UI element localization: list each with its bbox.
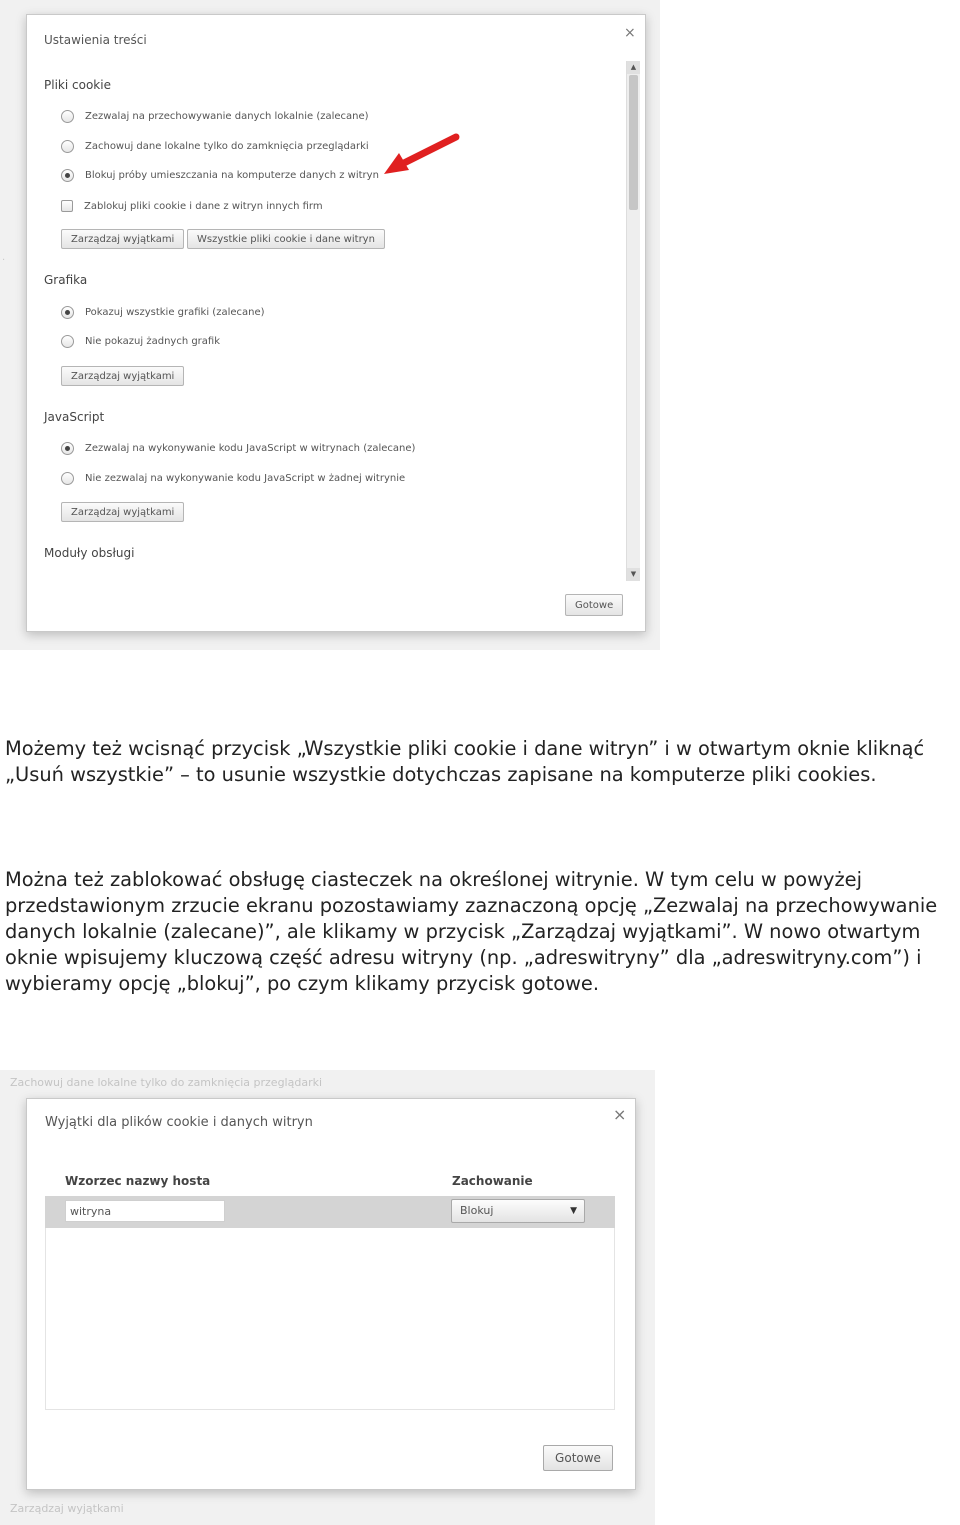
javascript-option-block[interactable] bbox=[61, 469, 405, 487]
host-pattern-input[interactable] bbox=[65, 1200, 225, 1222]
paragraph-line: oknie wpisujemy kluczową część adresu witryny (np. „adreswitryny” dla „adreswitryny.com”) i bbox=[5, 946, 922, 969]
paragraph-delete-cookies bbox=[5, 736, 960, 788]
third-party-cookie-checkbox[interactable] bbox=[61, 197, 323, 215]
cookies-heading: Pliki cookie bbox=[44, 78, 111, 92]
done-button[interactable]: Gotowe bbox=[565, 594, 623, 616]
checkbox-label: Zablokuj pliki cookie i dane z witryn innych firm bbox=[84, 200, 323, 212]
exception-row[interactable] bbox=[45, 1196, 615, 1228]
behavior-column-header: Zachowanie bbox=[452, 1174, 533, 1188]
all-cookies-button[interactable]: Wszystkie pliki cookie i dane witryn bbox=[187, 229, 385, 249]
dialog-title: Wyjątki dla plików cookie i danych witryn bbox=[45, 1115, 313, 1130]
cookies-manage-exceptions-button[interactable]: Zarządzaj wyjątkami bbox=[61, 229, 184, 249]
images-option-hide[interactable] bbox=[61, 332, 220, 350]
cookie-option-block[interactable] bbox=[61, 166, 379, 184]
plugins-heading: Moduły obsługi bbox=[44, 546, 135, 560]
option-label: Zezwalaj na przechowywanie danych lokalnie (zalecane) bbox=[85, 110, 369, 122]
dialog-scrollbar[interactable] bbox=[626, 61, 640, 581]
paragraph-line: Można też zablokować obsługę ciasteczek na określonej witrynie. W tym celu w powyżej bbox=[5, 868, 862, 891]
cookie-exceptions-dialog bbox=[26, 1098, 636, 1490]
javascript-manage-exceptions-button[interactable]: Zarządzaj wyjątkami bbox=[61, 502, 184, 522]
radio-button[interactable] bbox=[61, 472, 74, 485]
radio-button-selected[interactable] bbox=[61, 169, 74, 182]
close-icon[interactable]: × bbox=[613, 1105, 627, 1124]
scroll-up-icon[interactable]: ▲ bbox=[627, 61, 640, 74]
option-label: Nie pokazuj żadnych grafik bbox=[85, 335, 221, 347]
paragraph-line: danych lokalnie (zalecane)”, ale klikamy w przycisk „Zarządzaj wyjątkami”. W nowo otwartym bbox=[5, 920, 921, 943]
option-label: Zezwalaj na wykonywanie kodu JavaScript w witrynach (zalecane) bbox=[85, 442, 416, 454]
background-hint: Zachowuj dane lokalne tylko do zamknięcia przeglądarki bbox=[10, 1076, 323, 1089]
dialog-title: Ustawienia treści bbox=[44, 33, 147, 47]
scroll-thumb[interactable] bbox=[629, 75, 638, 210]
background-fragment: . bbox=[2, 252, 6, 263]
cookie-option-session[interactable] bbox=[61, 137, 369, 155]
content-settings-dialog bbox=[26, 14, 646, 632]
images-heading: Grafika bbox=[44, 273, 88, 287]
javascript-heading: JavaScript bbox=[44, 410, 105, 424]
images-manage-exceptions-button[interactable]: Zarządzaj wyjątkami bbox=[61, 366, 184, 386]
paragraph-line: przedstawionym zrzucie ekranu pozostawiamy zaznaczoną opcję „Zezwalaj na przechowywanie bbox=[5, 894, 938, 917]
paragraph-block-site bbox=[5, 867, 960, 997]
cookie-option-allow[interactable] bbox=[61, 107, 369, 125]
option-label: Blokuj próby umieszczania na komputerze danych z witryn bbox=[85, 169, 379, 181]
chevron-down-icon: ▼ bbox=[570, 1206, 577, 1216]
scroll-down-icon[interactable]: ▼ bbox=[627, 568, 640, 581]
images-option-show[interactable] bbox=[61, 303, 265, 321]
close-icon[interactable]: × bbox=[624, 25, 636, 41]
radio-button[interactable] bbox=[61, 140, 74, 153]
checkbox[interactable] bbox=[61, 200, 73, 212]
radio-button[interactable] bbox=[61, 335, 74, 348]
paragraph-line: „Usuń wszystkie” – to usunie wszystkie dotychczas zapisane na komputerze pliki cookies. bbox=[5, 763, 877, 786]
option-label: Pokazuj wszystkie grafiki (zalecane) bbox=[85, 306, 265, 318]
done-button[interactable]: Gotowe bbox=[543, 1445, 613, 1471]
option-label: Zachowuj dane lokalne tylko do zamknięcia przeglądarki bbox=[85, 140, 369, 152]
background-button: Zarządzaj wyjątkami bbox=[10, 1502, 124, 1515]
paragraph-line: wybieramy opcję „blokuj”, po czym klikamy przycisk gotowe. bbox=[5, 972, 600, 995]
radio-button-selected[interactable] bbox=[61, 306, 74, 319]
host-pattern-column-header: Wzorzec nazwy hosta bbox=[65, 1174, 211, 1188]
red-arrow-icon bbox=[380, 132, 462, 180]
radio-button[interactable] bbox=[61, 110, 74, 123]
javascript-option-allow[interactable] bbox=[61, 439, 415, 457]
behavior-select[interactable] bbox=[451, 1199, 585, 1223]
paragraph-line: Możemy też wcisnąć przycisk „Wszystkie pliki cookie i dane witryn” i w otwartym oknie kliknąć bbox=[5, 737, 925, 760]
radio-button-selected[interactable] bbox=[61, 442, 74, 455]
exceptions-list bbox=[45, 1228, 615, 1410]
behavior-select-value: Blokuj bbox=[460, 1204, 494, 1217]
option-label: Nie zezwalaj na wykonywanie kodu JavaScript w żadnej witrynie bbox=[85, 472, 406, 484]
